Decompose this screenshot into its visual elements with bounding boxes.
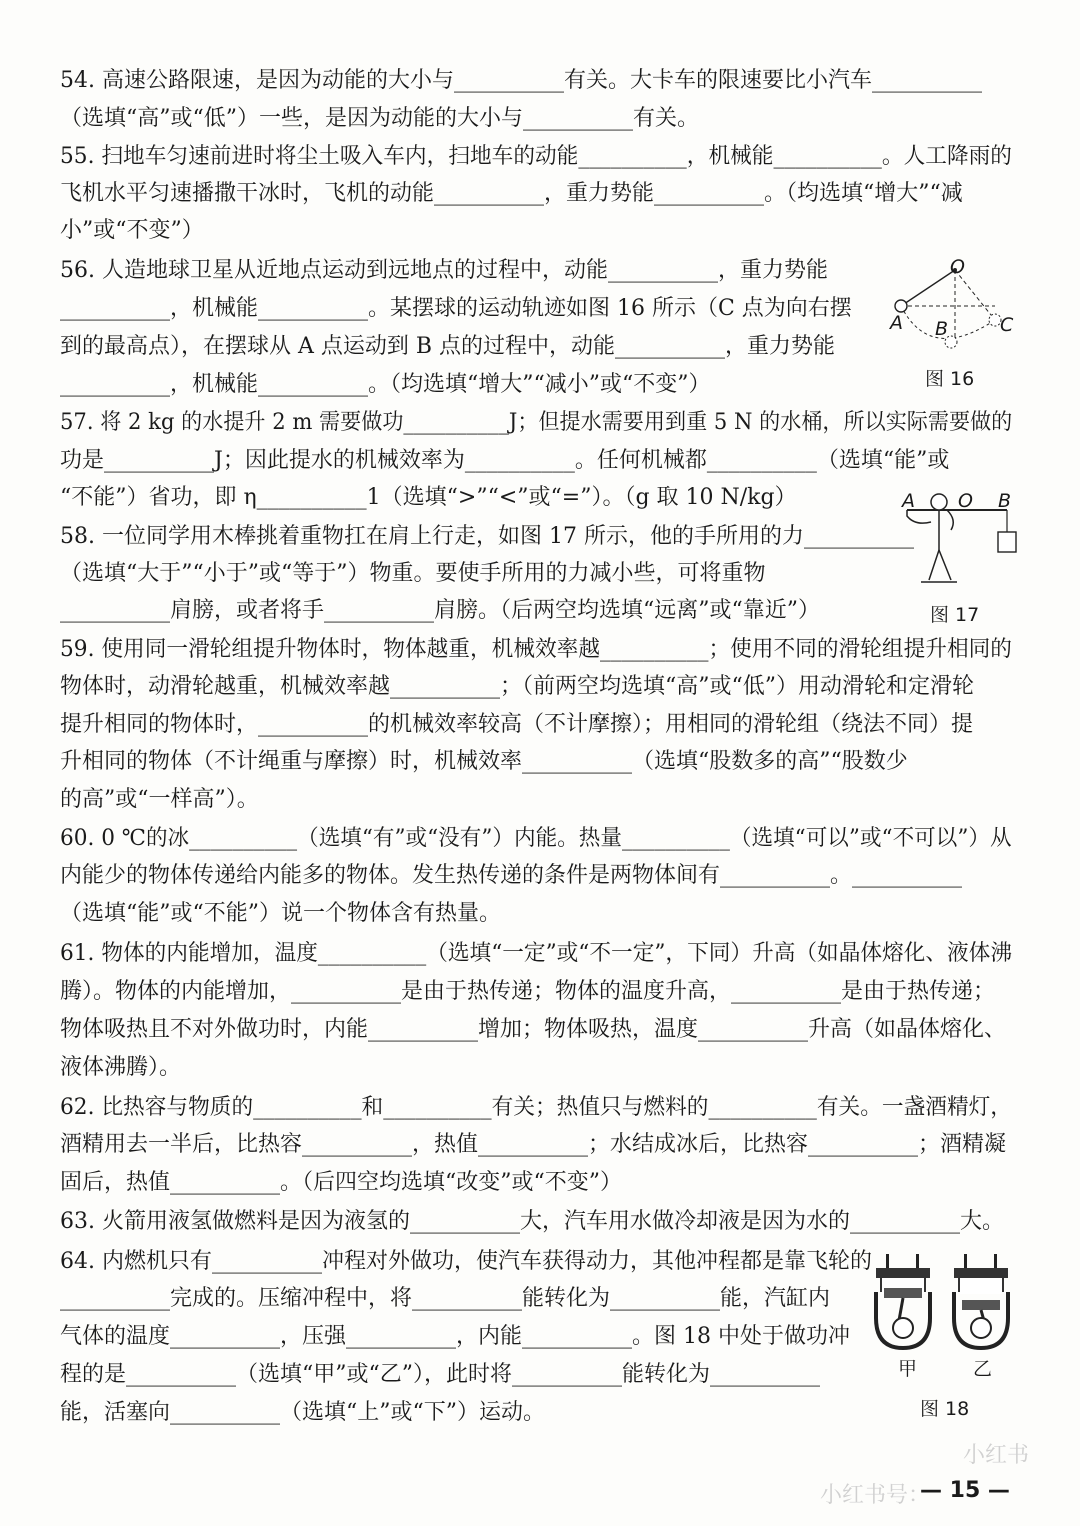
q55-line-1: 55. 扫地车匀速前进时将尘土吸入车内，扫地车的动能__________，机械能__________。人工降雨的 [60, 144, 1012, 169]
q56-line-4: __________，机械能__________。（均选填“增大”“减小”或“不变”） [60, 372, 711, 397]
q57-line-2: 功是__________J；因此提水的机械效率为__________。任何机械都__________（选填“能”或 [60, 448, 950, 473]
watermark-logo: 小红书 [963, 1443, 1030, 1468]
q61-line-1: 61. 物体的内能增加，温度__________（选填“一定”或“不一定”，下同）升高（如晶体熔化、液体沸 [60, 941, 1012, 966]
fig17-label-o: O [958, 490, 973, 512]
q61-line-4: 液体沸腾）。 [60, 1055, 182, 1080]
fig18-label-jia: 甲 [898, 1358, 918, 1380]
q62-line-3: 固后，热值__________。（后四空均选填“改变”或“不变”） [60, 1170, 622, 1195]
q55-line-3: 小”或“不变”） [60, 218, 204, 243]
fig17-label-b: B [998, 490, 1012, 512]
q54-line-1: 54. 高速公路限速，是因为动能的大小与__________有关。大卡车的限速要比小汽车__________ [60, 68, 982, 93]
fig16-label-o: O [950, 256, 965, 278]
fig18-caption: 图 18 [920, 1398, 970, 1420]
figure-18-engines [872, 1248, 1022, 1358]
q57-line-1: 57. 将 2 kg 的水提升 2 m 需要做功__________J；但提水需要用到重 5 N 的水桶，所以实际需要做的 [60, 410, 1013, 435]
fig16-label-b: B [935, 318, 949, 340]
q58-line-3: __________肩膀，或者将手__________肩膀。（后两空均选填“远离”或“靠近”） [60, 598, 820, 623]
fig17-caption: 图 17 [930, 604, 980, 626]
q57-line-3: “不能”）省功，即 η__________1（选填“>”“<”或“=”）。（g 取 10 N/kg） [60, 485, 797, 510]
q56-line-3: 到的最高点），在摆球从 A 点运动到 B 点的过程中，动能__________，重力势能 [60, 334, 836, 359]
q60-line-1: 60. 0 ℃的冰__________（选填“有”或“没有”）内能。热量__________（选填“可以”或“不可以”）从 [60, 826, 1012, 851]
q62-line-2: 酒精用去一半后，比热容__________，热值__________；水结成冰后，比热容__________；酒精凝 [60, 1132, 1007, 1157]
fig16-label-c: C [1000, 314, 1014, 336]
q64-line-1: 64. 内燃机只有__________冲程对外做功，使汽车获得动力，其他冲程都是靠飞轮的 [60, 1249, 872, 1274]
fig16-label-a: A [890, 312, 903, 334]
q59-line-2: 物体时，动滑轮越重，机械效率越__________；（前两空均选填“高”或“低”）用动滑轮和定滑轮 [60, 674, 974, 699]
q61-line-2: 腾）。物体的内能增加，__________是由于热传递；物体的温度升高，__________是由于热传递； [60, 979, 996, 1004]
q59-line-1: 59. 使用同一滑轮组提升物体时，物体越重，机械效率越__________；使用不同的滑轮组提升相同的 [60, 637, 1012, 662]
q63-line-1: 63. 火箭用液氢做燃料是因为液氢的__________大，汽车用水做冷却液是因为水的__________大。 [60, 1209, 1004, 1234]
q62-line-1: 62. 比热容与物质的__________和__________有关；热值只与燃料的__________有关。一盏酒精灯， [60, 1095, 1012, 1120]
q60-line-3: （选填“能”或“不能”）说一个物体含有热量。 [60, 901, 501, 926]
q64-line-2: __________完成的。压缩冲程中，将__________能转化为__________能，汽缸内 [60, 1286, 831, 1311]
q64-line-5: 能，活塞向__________（选填“上”或“下”）运动。 [60, 1400, 545, 1425]
page-number: — 15 — [920, 1478, 1010, 1503]
q60-line-2: 内能少的物体传递给内能多的物体。发生热传递的条件是两物体间有__________。__________ [60, 863, 963, 888]
fig16-caption: 图 16 [925, 368, 975, 390]
fig17-label-a: A [902, 490, 915, 512]
q59-line-3: 提升相同的物体时，__________的机械效率较高（不计摩擦）；用相同的滑轮组（绕法不同）提 [60, 712, 974, 737]
q59-line-4: 升相同的物体（不计绳重与摩擦）时，机械效率__________（选填“股数多的高”“股数少 [60, 749, 908, 774]
q64-line-3: 气体的温度__________，压强__________，内能__________。图 18 中处于做功冲 [60, 1324, 850, 1349]
q56-line-2: __________，机械能__________。某摆球的运动轨迹如图 16 所示（C 点为向右摆 [60, 296, 852, 321]
q59-line-5: 的高”或“一样高”）。 [60, 787, 259, 812]
q64-line-4: 程的是__________（选填“甲”或“乙”），此时将__________能转化为__________ [60, 1362, 820, 1387]
q54-line-2: （选填“高”或“低”）一些，是因为动能的大小与__________有关。 [60, 106, 699, 131]
q58-line-1: 58. 一位同学用木棒挑着重物扛在肩上行走，如图 17 所示，他的手所用的力__________ [60, 524, 914, 549]
q58-line-2: （选填“大于”“小于”或“等于”）物重。要使手所用的力减小些，可将重物 [60, 561, 766, 586]
q56-line-1: 56. 人造地球卫星从近地点运动到远地点的过程中，动能__________，重力势能 [60, 258, 828, 283]
watermark-text: 小红书号： [820, 1483, 931, 1508]
q61-line-3: 物体吸热且不对外做功时，内能__________增加；物体吸热，温度__________升高（如晶体熔化、 [60, 1017, 1007, 1042]
q55-line-2: 飞机水平匀速播撒干冰时，飞机的动能__________，重力势能__________。（均选填“增大”“减 [60, 181, 963, 206]
fig18-label-yi: 乙 [973, 1358, 993, 1380]
